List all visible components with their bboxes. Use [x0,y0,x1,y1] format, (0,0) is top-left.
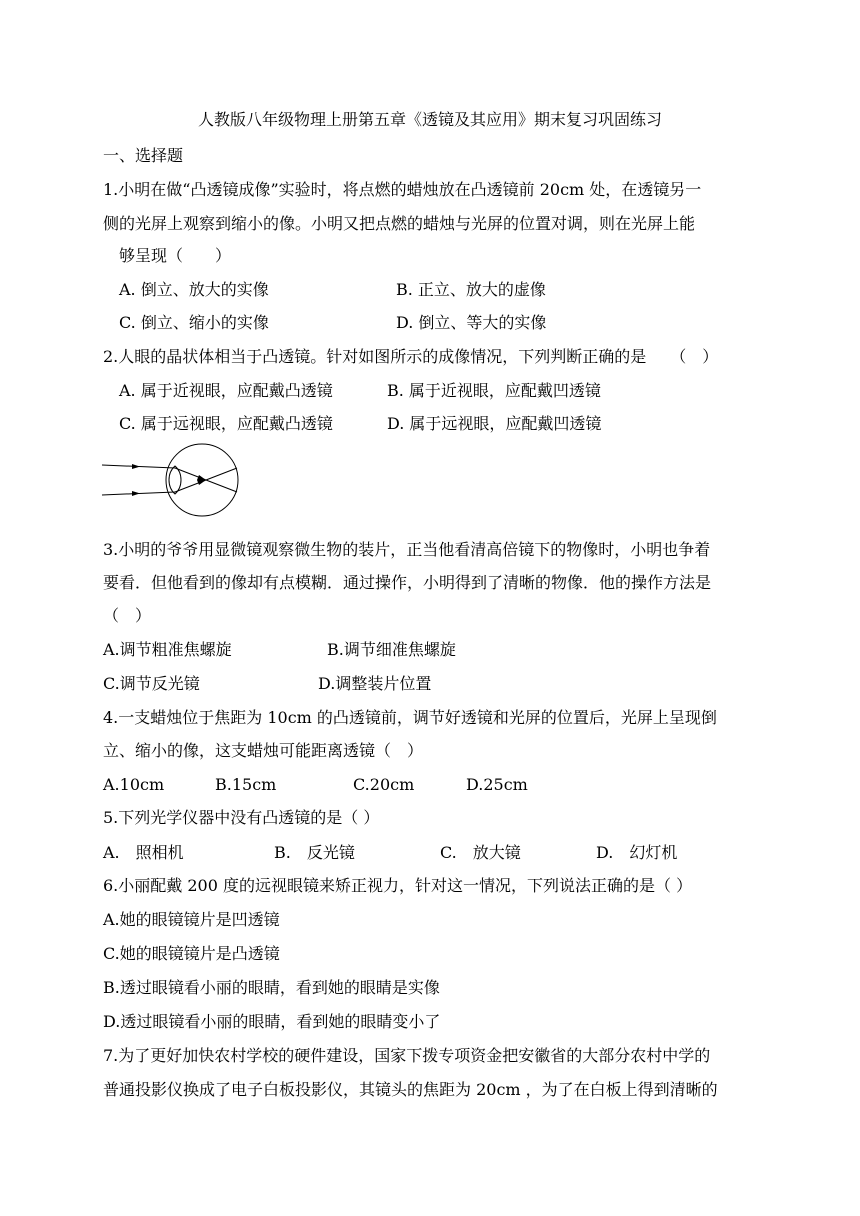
question-5-option-a: A. 照相机 [103,843,184,862]
question-2-line-1: 2.人眼的晶状体相当于凸透镜。针对如图所示的成像情况，下列判断正确的是 （ ） [103,347,719,366]
eye-diagram [100,440,240,520]
question-3-line-3: （ ） [103,606,152,625]
document-title: 人教版八年级物理上册第五章《透镜及其应用》期末复习巩固练习 [197,110,662,129]
question-6-option-c: C.她的眼镜镜片是凸透镜 [103,944,280,963]
question-2-option-a: A. 属于近视眼，应配戴凸透镜 [119,381,333,400]
question-5-line-1: 5.下列光学仪器中没有凸透镜的是（ ） [103,808,380,827]
question-6-option-a: A.她的眼镜镜片是凹透镜 [103,910,280,929]
question-1-line-1: 1.小明在做“凸透镜成像”实验时，将点燃的蜡烛放在凸透镜前 20cm 处，在透镜另一 [103,180,702,199]
question-2-option-c: C. 属于远视眼，应配戴凸透镜 [119,414,333,433]
question-3-line-2: 要看．但他看到的像却有点模糊．通过操作，小明得到了清晰的物像．他的操作方法是 [103,573,712,592]
section-heading: 一、选择题 [103,146,184,165]
question-2-option-d: D. 属于远视眼，应配戴凹透镜 [387,414,602,433]
question-4-option-a: A.10cm [103,775,165,794]
question-4-option-b: B.15cm [215,775,277,794]
question-6-line-1: 6.小丽配戴 200 度的远视眼镜来矫正视力，针对这一情况，下列说法正确的是（ ） [103,876,693,895]
question-1-option-b: B. 正立、放大的虚像 [396,280,546,299]
question-4-option-c: C.20cm [353,775,415,794]
question-3-option-d: D.调整装片位置 [318,674,432,693]
question-4-line-1: 4.一支蜡烛位于焦距为 10cm 的凸透镜前，调节好透镜和光屏的位置后，光屏上呈现倒 [103,708,717,727]
question-1-line-3: 够呈现（ ） [119,246,232,265]
question-6-option-d: D.透过眼镜看小丽的眼睛，看到她的眼睛变小了 [103,1012,441,1031]
question-4-option-d: D.25cm [466,775,528,794]
question-3-line-1: 3.小明的爷爷用显微镜观察微生物的装片，正当他看清高倍镜下的物像时，小明也争着 [103,540,711,559]
lens-crystalline [169,466,181,494]
question-6-option-b: B.透过眼镜看小丽的眼睛，看到她的眼睛是实像 [103,978,440,997]
question-1-option-d: D. 倒立、等大的实像 [396,313,547,332]
question-1-option-c: C. 倒立、缩小的实像 [119,313,269,332]
arrow-top-in [132,464,140,469]
arrow-bottom-in [132,491,140,496]
question-4-line-2: 立、缩小的像，这支蜡烛可能距离透镜（ ） [103,741,424,760]
question-5-option-b: B. 反光镜 [274,843,355,862]
question-5-option-c: C. 放大镜 [440,843,521,862]
question-3-option-a: A.调节粗准焦螺旋 [103,640,232,659]
question-7-line-2: 普通投影仪换成了电子白板投影仪，其镜头的焦距为 20cm ，为了在白板上得到清晰的 [103,1080,718,1099]
question-5-option-d: D. 幻灯机 [596,843,678,862]
question-1-line-2: 侧的光屏上观察到缩小的像。小明又把点燃的蜡烛与光屏的位置对调，则在光屏上能 [103,214,696,233]
question-3-option-b: B.调节细准焦螺旋 [327,640,456,659]
question-7-line-1: 7.为了更好加快农村学校的硬件建设，国家下拨专项资金把安徽省的大部分农村中学的 [103,1046,711,1065]
arrow-top-out [197,475,206,480]
question-1-option-a: A. 倒立、放大的实像 [119,280,269,299]
arrow-bottom-out [197,480,206,485]
question-2-option-b: B. 属于近视眼，应配戴凹透镜 [387,381,601,400]
question-3-option-c: C.调节反光镜 [103,674,200,693]
